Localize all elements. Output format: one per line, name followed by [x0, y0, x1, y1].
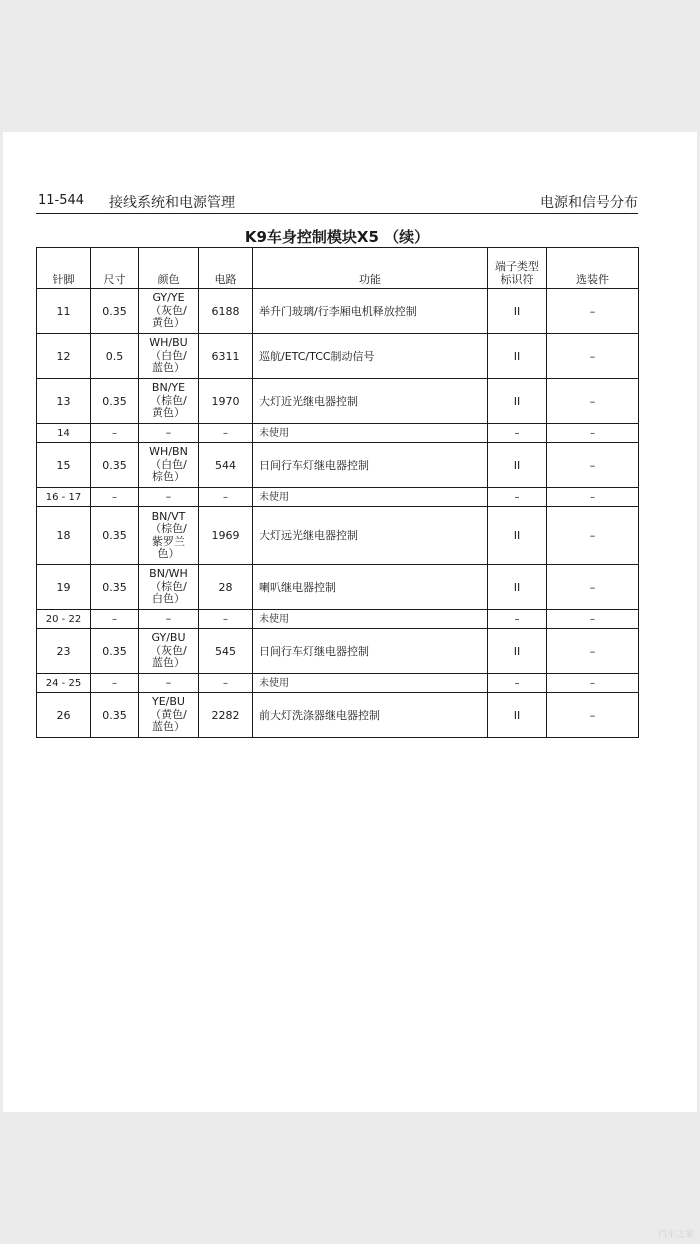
pin-cell: 19 — [37, 565, 91, 610]
pin-cell: 14 — [37, 424, 91, 443]
option-cell: – — [547, 424, 639, 443]
function-cell: 喇叭继电器控制 — [253, 565, 488, 610]
option-cell: – — [547, 674, 639, 693]
table-row — [37, 379, 639, 424]
table-row — [37, 488, 639, 507]
terminal-cell: – — [488, 674, 547, 693]
size-cell: 0.35 — [91, 289, 139, 334]
size-cell: 0.35 — [91, 507, 139, 565]
watermark: 汽车之家 — [657, 1230, 694, 1240]
column-size: 尺寸 — [91, 248, 139, 289]
size-cell: 0.5 — [91, 334, 139, 379]
color-cell: – — [139, 488, 199, 507]
table-row — [37, 507, 639, 565]
function-cell: 未使用 — [253, 424, 488, 443]
table-row — [37, 693, 639, 738]
pin-cell: 23 — [37, 629, 91, 674]
circuit-cell: 28 — [199, 565, 253, 610]
column-option: 选装件 — [547, 248, 639, 289]
table-header-row — [37, 248, 639, 289]
option-cell: – — [547, 629, 639, 674]
column-circuit: 电路 — [199, 248, 253, 289]
pin-cell: 20 - 22 — [37, 610, 91, 629]
pin-cell: 11 — [37, 289, 91, 334]
color-cell: BN/WH （棕色/ 白色） — [139, 565, 199, 610]
column-terminal-type: 端子类型 标识符 — [488, 248, 547, 289]
document-page — [3, 132, 697, 1112]
function-cell: 日间行车灯继电器控制 — [253, 629, 488, 674]
pin-cell: 26 — [37, 693, 91, 738]
circuit-cell: – — [199, 424, 253, 443]
size-cell: – — [91, 424, 139, 443]
option-cell: – — [547, 289, 639, 334]
function-cell: 大灯近光继电器控制 — [253, 379, 488, 424]
terminal-cell: II — [488, 565, 547, 610]
table-row — [37, 674, 639, 693]
function-cell: 举升门玻璃/行李厢电机释放控制 — [253, 289, 488, 334]
option-cell: – — [547, 610, 639, 629]
pin-cell: 15 — [37, 443, 91, 488]
option-cell: – — [547, 443, 639, 488]
table-row — [37, 610, 639, 629]
option-cell: – — [547, 379, 639, 424]
terminal-cell: II — [488, 289, 547, 334]
option-cell: – — [547, 507, 639, 565]
size-cell: 0.35 — [91, 443, 139, 488]
column-function: 功能 — [253, 248, 488, 289]
page-number: 11-544 — [38, 193, 85, 208]
function-cell: 未使用 — [253, 488, 488, 507]
color-cell: WH/BU （白色/ 蓝色） — [139, 334, 199, 379]
table-row — [37, 629, 639, 674]
size-cell: – — [91, 674, 139, 693]
color-cell: – — [139, 610, 199, 629]
pin-table — [36, 247, 639, 738]
option-cell: – — [547, 488, 639, 507]
table-row — [37, 424, 639, 443]
pin-cell: 12 — [37, 334, 91, 379]
color-cell: BN/VT （棕色/ 紫罗兰 色） — [139, 507, 199, 565]
size-cell: – — [91, 610, 139, 629]
column-color: 颜色 — [139, 248, 199, 289]
circuit-cell: 1969 — [199, 507, 253, 565]
color-cell: – — [139, 674, 199, 693]
color-cell: YE/BU （黄色/ 蓝色） — [139, 693, 199, 738]
table-row — [37, 289, 639, 334]
terminal-cell: – — [488, 610, 547, 629]
table-row — [37, 443, 639, 488]
section-title: 接线系统和电源管理 — [109, 195, 235, 211]
terminal-cell: II — [488, 334, 547, 379]
terminal-cell: – — [488, 424, 547, 443]
pin-cell: 13 — [37, 379, 91, 424]
table-row — [37, 565, 639, 610]
circuit-cell: – — [199, 674, 253, 693]
pin-cell: 24 - 25 — [37, 674, 91, 693]
function-cell: 大灯远光继电器控制 — [253, 507, 488, 565]
circuit-cell: 6311 — [199, 334, 253, 379]
function-cell: 巡航/ETC/TCC制动信号 — [253, 334, 488, 379]
column-pin: 针脚 — [37, 248, 91, 289]
size-cell: 0.35 — [91, 565, 139, 610]
option-cell: – — [547, 334, 639, 379]
page-header — [36, 189, 638, 214]
pin-cell: 16 - 17 — [37, 488, 91, 507]
function-cell: 前大灯洗涤器继电器控制 — [253, 693, 488, 738]
circuit-cell: 545 — [199, 629, 253, 674]
size-cell: 0.35 — [91, 379, 139, 424]
table-row — [37, 334, 639, 379]
size-cell: 0.35 — [91, 693, 139, 738]
color-cell: BN/YE （棕色/ 黄色） — [139, 379, 199, 424]
terminal-cell: II — [488, 507, 547, 565]
option-cell: – — [547, 693, 639, 738]
terminal-cell: II — [488, 693, 547, 738]
terminal-cell: II — [488, 379, 547, 424]
pin-cell: 18 — [37, 507, 91, 565]
circuit-cell: – — [199, 488, 253, 507]
circuit-cell: – — [199, 610, 253, 629]
terminal-cell: II — [488, 443, 547, 488]
terminal-cell: II — [488, 629, 547, 674]
circuit-cell: 2282 — [199, 693, 253, 738]
color-cell: GY/BU （灰色/ 蓝色） — [139, 629, 199, 674]
color-cell: GY/YE （灰色/ 黄色） — [139, 289, 199, 334]
table-title: K9车身控制模块X5 （续） — [244, 228, 430, 246]
function-cell: 日间行车灯继电器控制 — [253, 443, 488, 488]
function-cell: 未使用 — [253, 610, 488, 629]
circuit-cell: 6188 — [199, 289, 253, 334]
chapter-title: 电源和信号分布 — [540, 195, 638, 211]
color-cell: WH/BN （白色/ 棕色） — [139, 443, 199, 488]
circuit-cell: 544 — [199, 443, 253, 488]
circuit-cell: 1970 — [199, 379, 253, 424]
option-cell: – — [547, 565, 639, 610]
size-cell: 0.35 — [91, 629, 139, 674]
color-cell: – — [139, 424, 199, 443]
function-cell: 未使用 — [253, 674, 488, 693]
size-cell: – — [91, 488, 139, 507]
terminal-cell: – — [488, 488, 547, 507]
table-body — [37, 289, 639, 738]
